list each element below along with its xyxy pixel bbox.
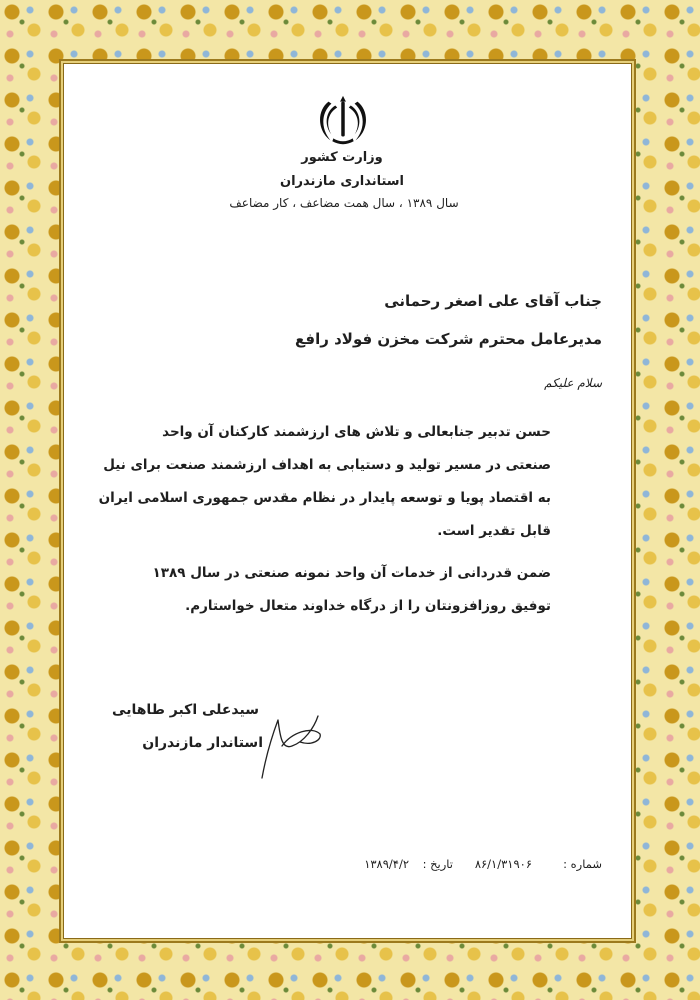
body-line: قابل تقدیر است. bbox=[437, 523, 551, 539]
signatory-title: استاندار مازندران bbox=[142, 735, 263, 751]
iran-emblem-icon bbox=[314, 92, 372, 150]
certificate-sheet bbox=[63, 63, 632, 939]
addressee-name: جناب آقای علی اصغر رحمانی bbox=[384, 292, 602, 310]
letter-date: ۱۳۸۹/۴/۲ bbox=[364, 857, 409, 871]
addressee-position: مدیرعامل محترم شرکت مخزن فولاد رافع bbox=[295, 330, 602, 348]
body-line: ضمن قدردانی از خدمات آن واحد نمونه صنعتی در سال ۱۳۸۹ bbox=[152, 565, 551, 581]
letter-number: ۸۶/۱/۳۱۹۰۶ bbox=[474, 857, 532, 871]
body-line: صنعتی در مسیر تولید و دستیابی به اهداف ارزشمند صنعت برای نیل bbox=[103, 457, 551, 473]
governorate-name: استانداری مازندران bbox=[279, 174, 405, 189]
letter-date-label: تاریخ : bbox=[422, 857, 453, 871]
greeting: سلام علیکم bbox=[544, 376, 602, 390]
body-line: حسن تدبیر جنابعالی و تلاش های ارزشمند کارکنان آن واحد bbox=[162, 424, 551, 440]
handwritten-signature bbox=[252, 706, 324, 786]
ministry-name: وزارت کشور bbox=[301, 150, 383, 165]
body-line: به اقتصاد پویا و توسعه پایدار در نظام مقدس جمهوری اسلامی ایران bbox=[98, 490, 551, 506]
signatory-name: سیدعلی اکبر طاهایی bbox=[112, 702, 259, 718]
body-line: توفیق روزافزونتان را از درگاه خداوند متعال خواستارم. bbox=[185, 598, 551, 614]
year-slogan: سال ۱۳۸۹ ، سال همت مضاعف ، کار مضاعف bbox=[229, 196, 459, 210]
letter-number-label: شماره : bbox=[563, 857, 602, 871]
